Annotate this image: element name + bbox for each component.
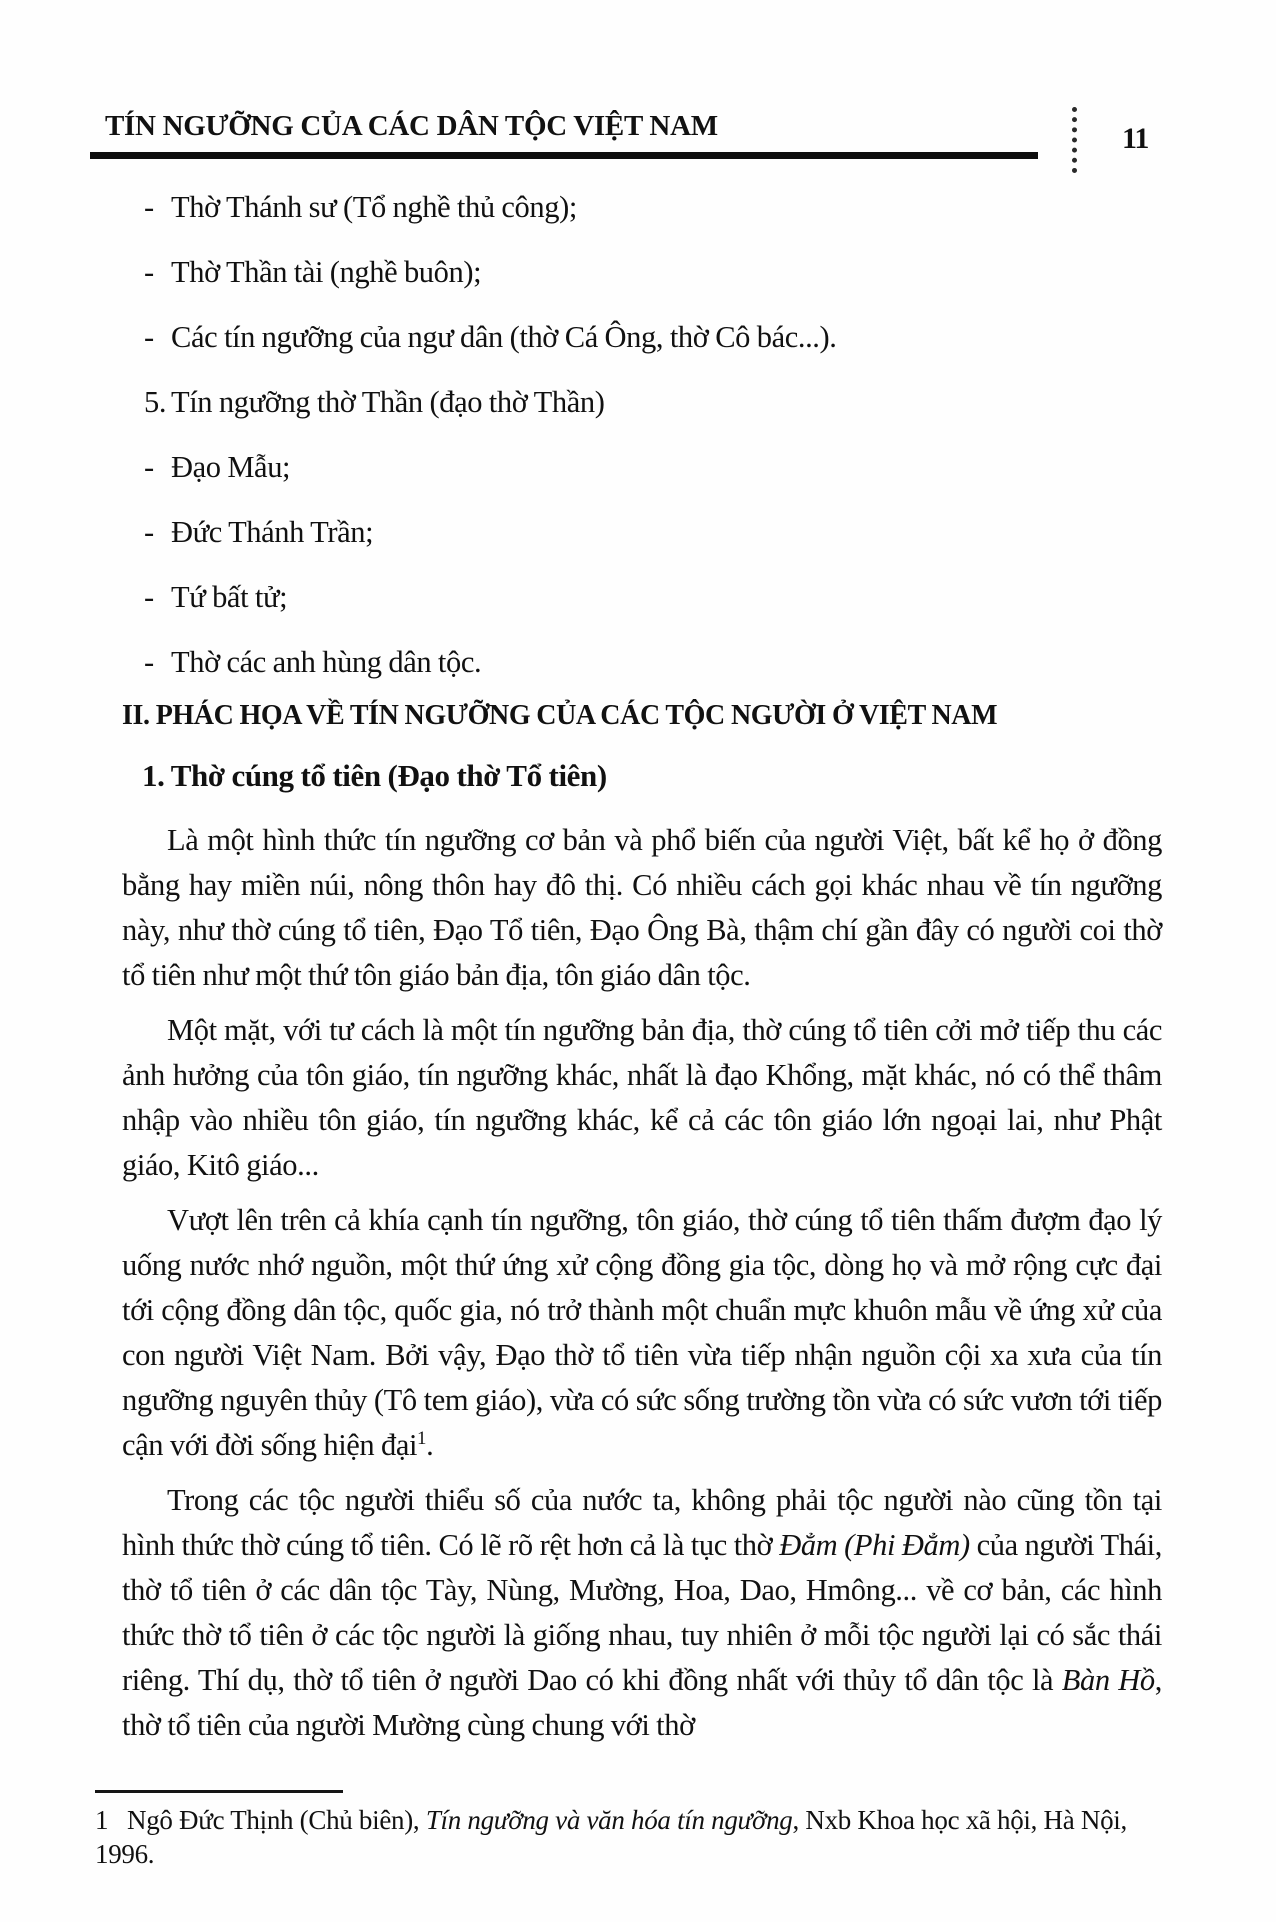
list-item [144, 185, 1162, 230]
header-rule [90, 152, 1038, 159]
list-item [144, 575, 1162, 620]
list-item [144, 445, 1162, 490]
footnote [95, 1790, 1185, 1871]
list-marker: - [144, 645, 154, 679]
list-text: Tứ bất tử; [171, 580, 288, 614]
list-marker: 5. [144, 385, 167, 419]
running-title: TÍN NGƯỠNG CỦA CÁC DÂN TỘC VIỆT NAM [105, 110, 718, 142]
list-marker: - [144, 580, 154, 614]
body-paragraph: Vượt lên trên cả khía cạnh tín ngưỡng, tôn giáo, thờ cúng tổ tiên thấm đượm đạo lý uống nước nhớ nguồn, một thứ ứng xử cộng đồng gia tộc, dòng họ và mở rộng cực đại tới cộng đồng dân tộc, quốc gia, nó trở thành một chuẩn mực khuôn mẫu về ứng xử của con người Việt Nam. Bởi vậy, Đạo thờ tổ tiên vừa tiếp nhận nguồn cội xa xưa của tín ngưỡng nguyên thủy (Tô tem giáo), vừa có sức sống trường tồn vừa có sức vươn tới tiếp cận với đời sống hiện đại$^1$. [122, 1203, 1162, 1462]
list-text: Các tín ngưỡng của ngư dân (thờ Cá Ông, thờ Cô bác...). [171, 320, 837, 354]
body-paragraph: Trong các tộc người thiểu số của nước ta, không phải tộc người nào cũng tồn tại hình thức thờ cúng tổ tiên. Có lẽ rõ rệt hơn cả là tục thờ Đẳm (Phi Đẳm) của người Thái, thờ tổ tiên ở các dân tộc Tày, Nùng, Mường, Hoa, Dao, Hmông... về cơ bản, các hình thức thờ tổ tiên ở các tộc người là giống nhau, tuy nhiên ở mỗi tộc người lại có sắc thái riêng. Thí dụ, thờ tổ tiên ở người Dao có khi đồng nhất với thủy tổ dân tộc là Bàn Hồ, thờ tổ tiên của người Mường cùng chung với thờ [122, 1483, 1162, 1742]
body-paragraph: Một mặt, với tư cách là một tín ngưỡng bản địa, thờ cúng tổ tiên cởi mở tiếp thu các ảnh hưởng của tôn giáo, tín ngưỡng khác, nhất là đạo Khổng, mặt khác, nó có thể thâm nhập vào nhiều tôn giáo, tín ngưỡng khác, kể cả các tôn giáo lớn ngoại lai, như Phật giáo, Kitô giáo... [122, 1013, 1162, 1182]
list-marker: - [144, 190, 154, 224]
footnote-text [95, 1803, 1185, 1871]
chain-ornament-icon [1072, 107, 1077, 173]
footnote-marker: 1 [95, 1805, 109, 1835]
list-item [144, 315, 1162, 360]
page-body [122, 185, 1162, 1748]
section-heading: II. PHÁC HỌA VỀ TÍN NGƯỠNG CỦA CÁC TỘC NGƯỜI Ở VIỆT NAM [122, 700, 998, 731]
list-text: Thờ Thánh sư (Tổ nghề thủ công); [171, 190, 577, 224]
list-item [144, 250, 1162, 295]
footnote-rule [95, 1790, 343, 1793]
subsection-heading: 1. Thờ cúng tổ tiên (Đạo thờ Tổ tiên) [142, 758, 607, 793]
list-item [144, 380, 1162, 425]
list-text: Đạo Mẫu; [171, 450, 291, 484]
footnote-body: Ngô Đức Thịnh (Chủ biên), Tín ngưỡng và văn hóa tín ngưỡng, Nxb Khoa học xã hội, Hà Nội, 1996. [95, 1805, 1127, 1869]
list-text: Đức Thánh Trần; [171, 515, 374, 549]
list-marker: - [144, 255, 154, 289]
list-marker: - [144, 450, 154, 484]
list-text: Tín ngưỡng thờ Thần (đạo thờ Thần) [171, 385, 605, 419]
belief-list [122, 185, 1162, 685]
list-marker: - [144, 320, 154, 354]
list-marker: - [144, 515, 154, 549]
body-paragraph: Là một hình thức tín ngưỡng cơ bản và phổ biến của người Việt, bất kể họ ở đồng bằng hay miền núi, nông thôn hay đô thị. Có nhiều cách gọi khác nhau về tín ngưỡng này, như thờ cúng tổ tiên, Đạo Tổ tiên, Đạo Ông Bà, thậm chí gần đây có người coi thờ tổ tiên như một thứ tôn giáo bản địa, tôn giáo dân tộc. [122, 823, 1162, 992]
list-item [144, 510, 1162, 555]
list-text: Thờ Thần tài (nghề buôn); [171, 255, 482, 289]
list-text: Thờ các anh hùng dân tộc. [171, 645, 482, 679]
page-number: 11 [1122, 122, 1149, 155]
list-item [144, 640, 1162, 685]
